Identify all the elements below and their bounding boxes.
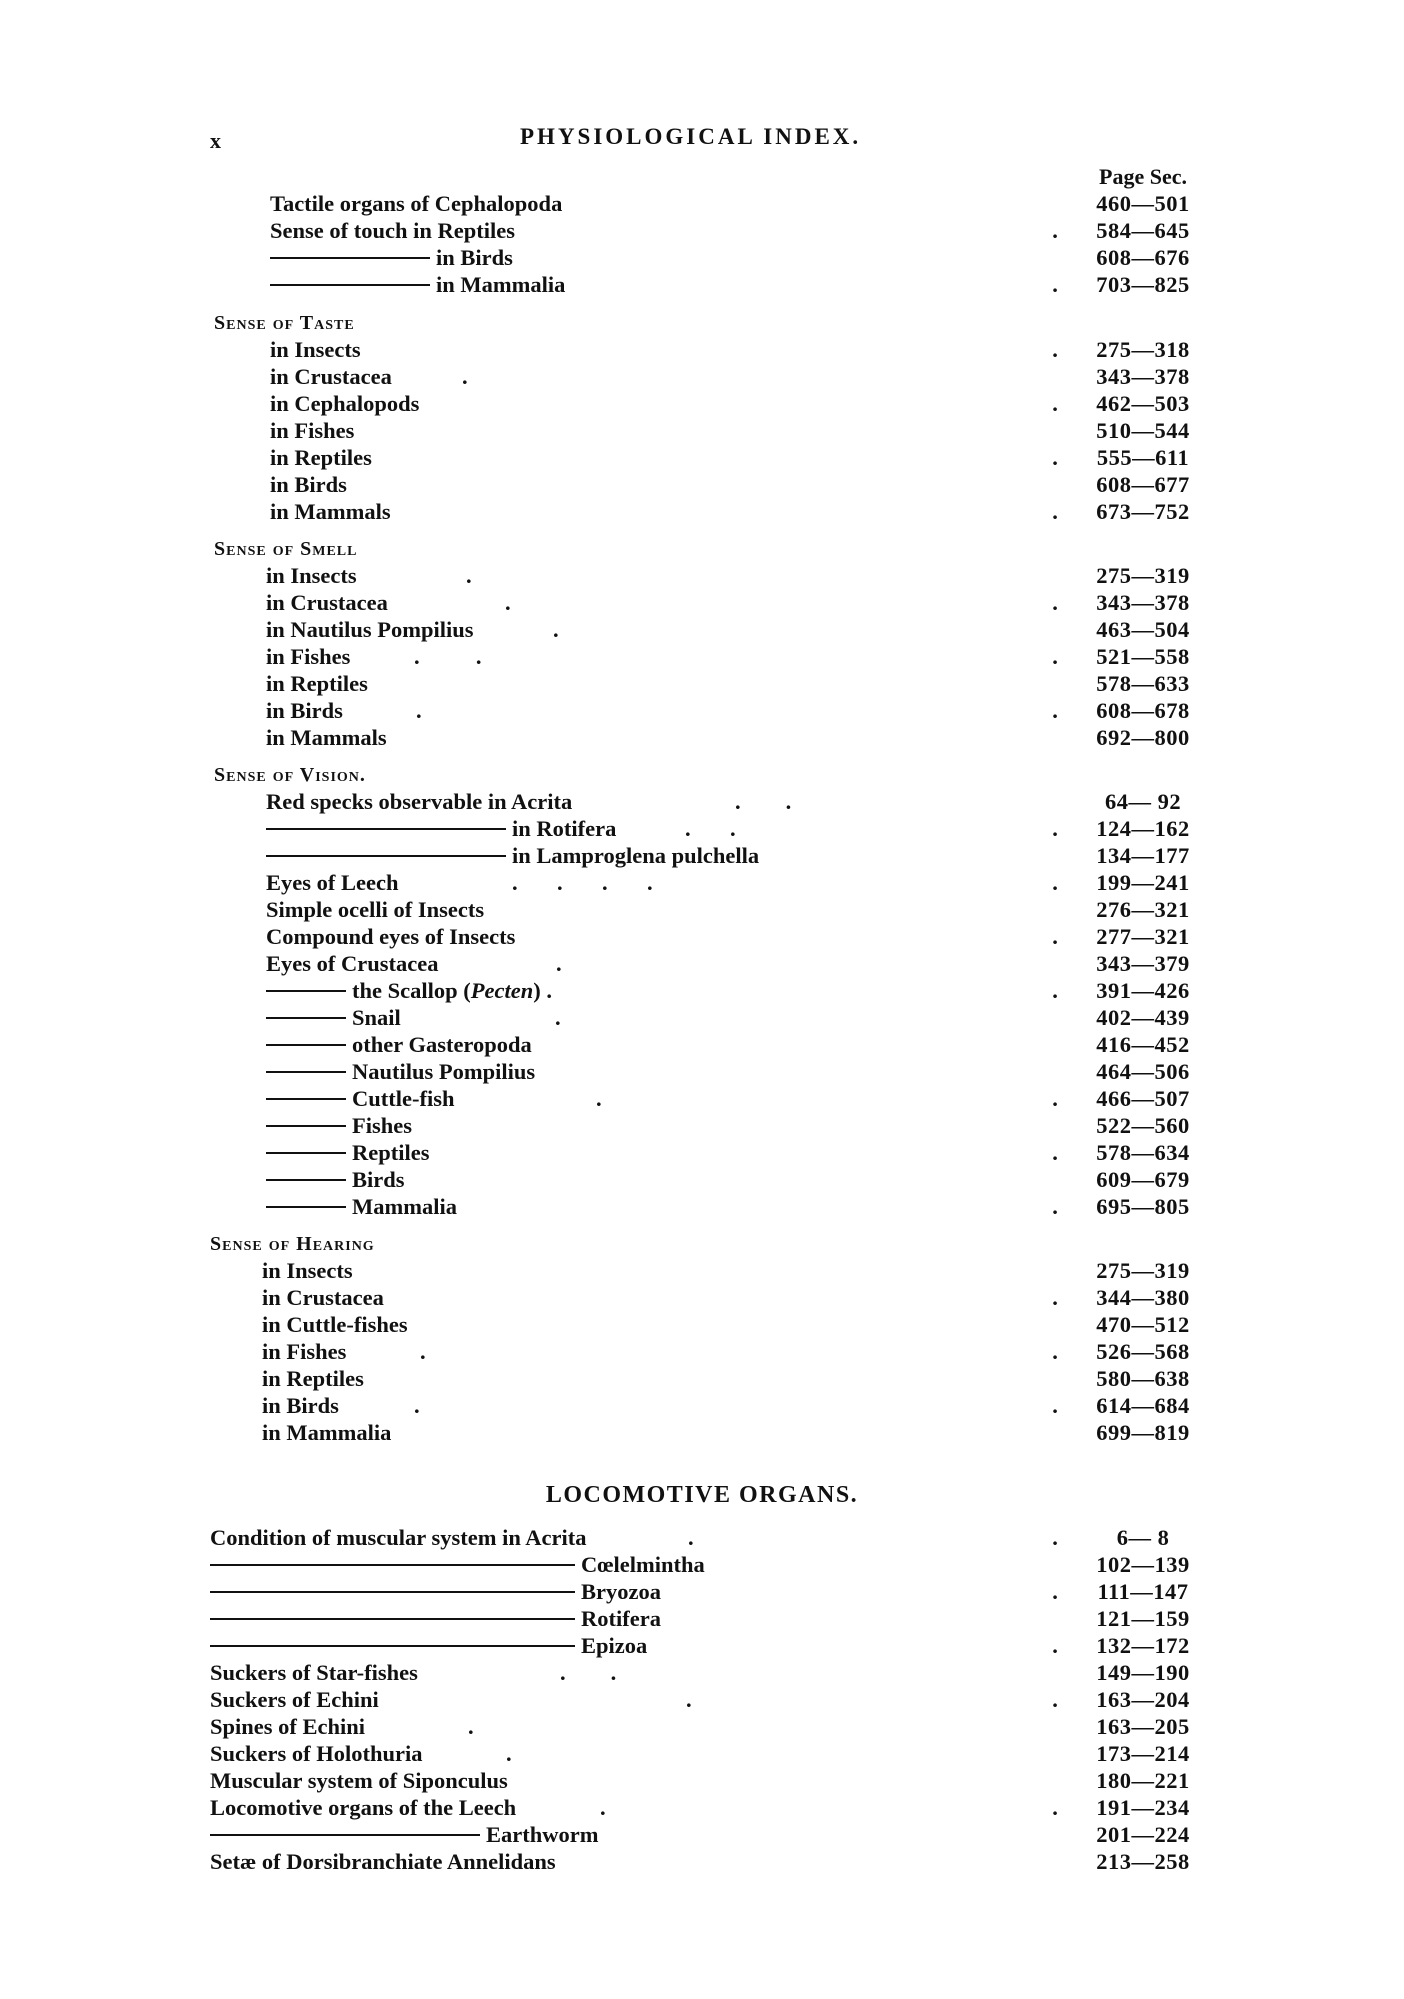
index-entry: Suckers of Star-fishes . . 149—190 <box>210 1660 1190 1685</box>
index-entry: in Lamproglena pulchella 134—177 <box>0 842 1404 869</box>
index-entry: Reptiles . 578—634 <box>0 1139 1404 1166</box>
section-heading-taste: Sense of Taste <box>214 312 355 334</box>
index-entry: in Crustacea . 343—378 <box>270 364 1190 389</box>
index-entry: Condition of muscular system in Acrita . . 6— 8 <box>210 1525 1170 1550</box>
section-heading-hearing: Sense of Hearing <box>210 1233 375 1255</box>
index-entry: Birds 609—679 <box>0 1166 1404 1193</box>
index-entry: Compound eyes of Insects . 277—321 <box>266 924 1190 949</box>
index-entry: in Birds . . 608—678 <box>266 698 1190 723</box>
index-entry: Locomotive organs of the Leech . . 191—234 <box>210 1795 1190 1820</box>
index-entry: Suckers of Echini . . 163—204 <box>210 1687 1190 1712</box>
index-entry: in Crustacea . 344—380 <box>262 1285 1190 1310</box>
index-entry: in Reptiles 580—638 <box>262 1366 1190 1391</box>
index-entry: Earthworm 201—224 <box>0 1821 1404 1848</box>
index-entry: in Birds . . 614—684 <box>262 1393 1190 1418</box>
index-entry: the Scallop (Pecten) . . 391—426 <box>0 977 1404 1004</box>
index-entry: Simple ocelli of Insects 276—321 <box>266 897 1190 922</box>
index-entry: Cœlelmintha 102—139 <box>0 1551 1404 1578</box>
index-entry: Cuttle-fish . . 466—507 <box>0 1085 1404 1112</box>
section-heading-smell: Sense of Smell <box>214 538 358 560</box>
index-entry: in Insects 275—319 <box>262 1258 1190 1283</box>
index-entry: in Fishes . . . 521—558 <box>266 644 1190 669</box>
index-entry: Mammalia . 695—805 <box>0 1193 1404 1220</box>
index-entry: in Mammalia 699—819 <box>262 1420 1190 1445</box>
page-sec-column-head: Page Sec. <box>1099 164 1187 189</box>
index-entry: in Rotifera . . . 124—162 <box>0 815 1404 842</box>
index-entry: in Reptiles 578—633 <box>266 671 1190 696</box>
index-entry: Epizoa . 132—172 <box>0 1632 1404 1659</box>
index-entry: in Insects . 275—318 <box>270 337 1190 362</box>
index-entry: in Reptiles . 555—611 <box>270 445 1190 470</box>
index-entry: Suckers of Holothuria . 173—214 <box>210 1741 1190 1766</box>
index-entry: in Birds 608—677 <box>270 472 1190 497</box>
index-entry: in Crustacea . . 343—378 <box>266 590 1190 615</box>
index-entry: Tactile organs of Cephalopoda 460—501 <box>270 191 1190 216</box>
index-entry: in Mammalia . 703—825 <box>0 271 1404 298</box>
index-entry: Eyes of Crustacea . 343—379 <box>266 951 1190 976</box>
index-entry: Rotifera 121—159 <box>0 1605 1404 1632</box>
section-heading-vision: Sense of Vision. <box>214 764 366 786</box>
index-entry: Bryozoa . 111—147 <box>0 1578 1404 1605</box>
page-number: x <box>210 128 221 153</box>
index-entry: Nautilus Pompilius 464—506 <box>0 1058 1404 1085</box>
index-entry: Red specks observable in Acrita . . 64— 92 <box>266 789 1182 814</box>
index-entry: Muscular system of Siponculus 180—221 <box>210 1768 1190 1793</box>
section-title-locomotive: LOCOMOTIVE ORGANS. <box>545 1482 859 1508</box>
index-entry: in Cephalopods . 462—503 <box>270 391 1190 416</box>
index-entry: in Fishes 510—544 <box>270 418 1190 443</box>
index-entry: in Fishes . . 526—568 <box>262 1339 1190 1364</box>
page-title: PHYSIOLOGICAL INDEX. <box>520 124 862 149</box>
index-entry: Setæ of Dorsibranchiate Annelidans 213—258 <box>210 1849 1190 1874</box>
index-entry: Sense of touch in Reptiles . 584—645 <box>270 218 1190 243</box>
index-entry: in Birds 608—676 <box>0 244 1404 271</box>
index-entry: other Gasteropoda 416—452 <box>0 1031 1404 1058</box>
index-entry: in Insects . 275—319 <box>266 563 1190 588</box>
index-entry: in Nautilus Pompilius . 463—504 <box>266 617 1190 642</box>
index-entry: Snail . 402—439 <box>0 1004 1404 1031</box>
index-entry: in Mammals 692—800 <box>266 725 1190 750</box>
index-entry: Spines of Echini . 163—205 <box>210 1714 1190 1739</box>
index-entry: Eyes of Leech . . . . . 199—241 <box>266 870 1190 895</box>
index-entry: in Mammals . 673—752 <box>270 499 1190 524</box>
index-entry: in Cuttle-fishes 470—512 <box>262 1312 1190 1337</box>
index-entry: Fishes 522—560 <box>0 1112 1404 1139</box>
